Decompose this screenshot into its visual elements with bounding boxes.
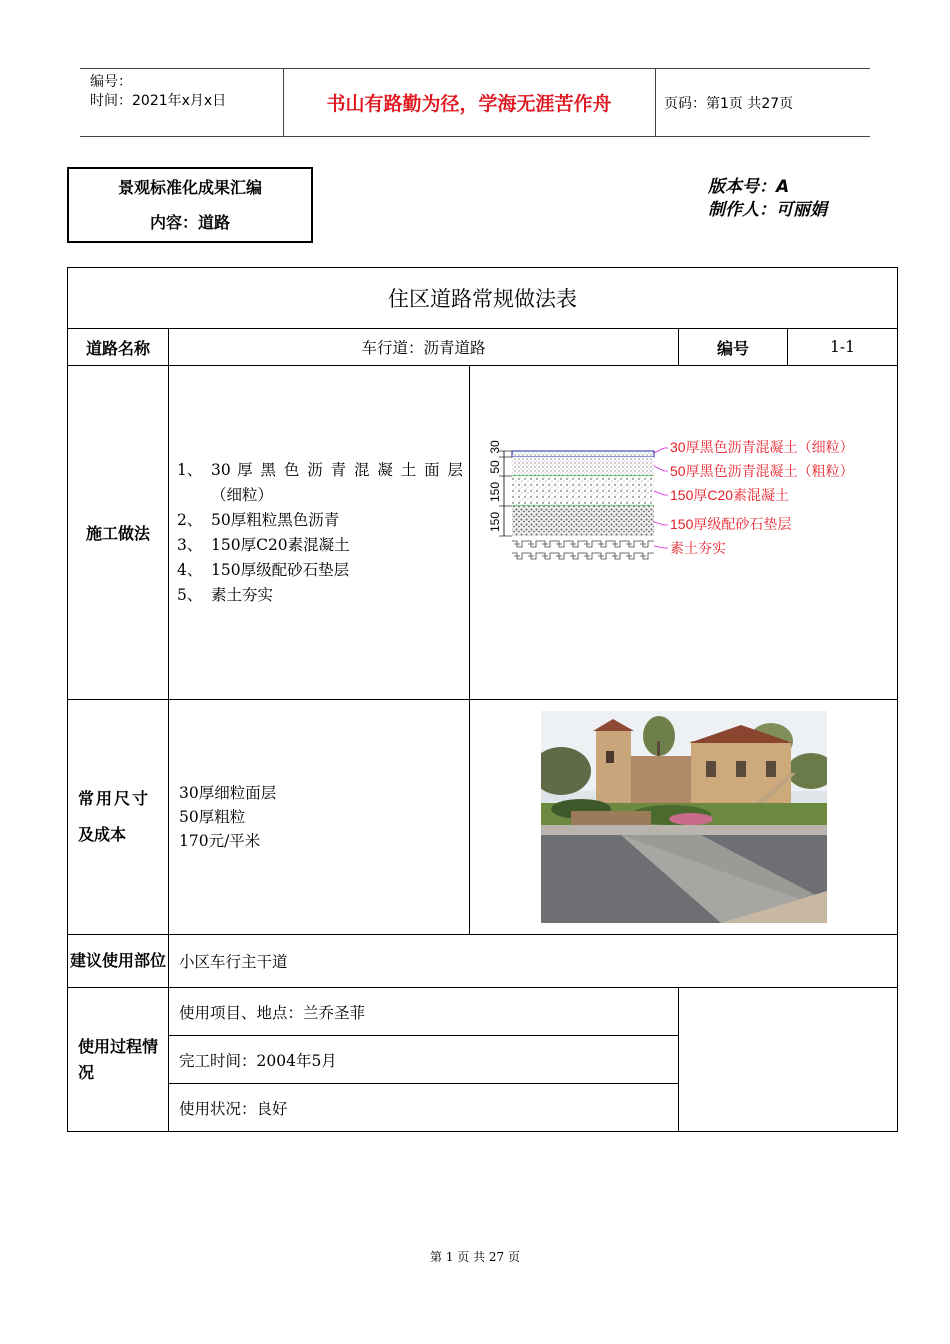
usage-label: 使用过程情况 — [68, 988, 169, 1132]
header-motto: 书山有路勤为径，学海无涯苦作舟 — [326, 93, 612, 115]
size-cost-cell — [169, 700, 470, 935]
dim-30: 30 — [488, 440, 502, 454]
section-label: 30厚黑色沥青混凝土（细粒） — [670, 439, 854, 455]
section-label: 50厚黑色沥青混凝土（粗粒） — [670, 463, 854, 479]
section-diagram-cell — [470, 366, 898, 700]
page-header — [80, 68, 870, 137]
header-divider — [655, 69, 656, 136]
construction-steps-cell — [169, 366, 470, 700]
header-left — [90, 73, 226, 111]
usage-completion: 完工时间：2004年5月 — [169, 1036, 678, 1084]
usage-condition: 使用状况：良好 — [169, 1084, 678, 1132]
code-label: 编号 — [679, 329, 788, 366]
step-item: 5、 素土夯实 — [177, 586, 274, 604]
size-cost-label: 常用尺寸 及成本 — [68, 700, 169, 935]
road-name-label: 道路名称 — [68, 329, 169, 366]
dim-50: 50 — [488, 460, 502, 474]
page-footer: 第 1 页 共 27 页 — [430, 1250, 520, 1264]
usage-cell — [169, 988, 679, 1132]
version-block — [708, 176, 827, 222]
suggest-label: 建议使用部位 — [68, 935, 169, 988]
doc-title-box — [67, 167, 313, 243]
construction-label: 施工做法 — [68, 366, 169, 700]
section-label: 150厚级配砂石垫层 — [670, 516, 792, 532]
road-photo — [541, 711, 827, 923]
road-name-value: 车行道：沥青道路 — [169, 329, 679, 366]
section-label: 素土夯实 — [670, 540, 726, 556]
leader-lines — [654, 448, 668, 548]
section-label: 150厚C20素混凝土 — [670, 487, 790, 503]
doc-title: 景观标准化成果汇编 — [117, 178, 262, 197]
table-caption: 住区道路常规做法表 — [68, 268, 898, 329]
layer-fine-asphalt — [512, 451, 654, 457]
suggest-value: 小区车行主干道 — [169, 935, 898, 988]
layer-coarse-asphalt — [512, 457, 654, 476]
layer-concrete — [512, 476, 654, 506]
step-item: 2、 50厚粗粒黑色沥青 — [177, 511, 340, 529]
construction-steps — [169, 458, 469, 608]
dim-150: 150 — [488, 511, 502, 533]
photo-cell — [470, 700, 898, 935]
usage-table — [169, 988, 678, 1131]
layer-soil — [512, 536, 654, 560]
code-value: 1-1 — [788, 329, 898, 366]
cost-item: 170元/平米 — [179, 832, 261, 850]
usage-empty-cell — [679, 988, 898, 1132]
step-item: 1、 30 厚 黑 色 沥 青 混 凝 土 面 层（细粒） — [177, 461, 463, 504]
author-label: 制作人：可丽娟 — [708, 200, 827, 220]
size-item: 30厚细粒面层 — [179, 784, 277, 802]
date-label: 时间：2021年x月x日 — [90, 93, 227, 109]
dim-150: 150 — [488, 481, 502, 503]
step-item: 3、 150厚C20素混凝土 — [177, 536, 350, 554]
road-spec-table — [67, 267, 898, 1132]
usage-project: 使用项目、地点：兰乔圣菲 — [179, 1003, 366, 1022]
doc-subtitle: 内容：道路 — [149, 213, 230, 232]
number-label: 编号： — [90, 74, 132, 90]
size-item: 50厚粗粒 — [179, 808, 246, 826]
header-page-info: 页码：第1页 共27页 — [664, 96, 794, 112]
road-section-diagram — [470, 418, 896, 598]
version-label: 版本号：A — [708, 177, 790, 197]
step-item: 4、 150厚级配砂石垫层 — [177, 561, 350, 579]
layer-gravel — [512, 506, 654, 536]
